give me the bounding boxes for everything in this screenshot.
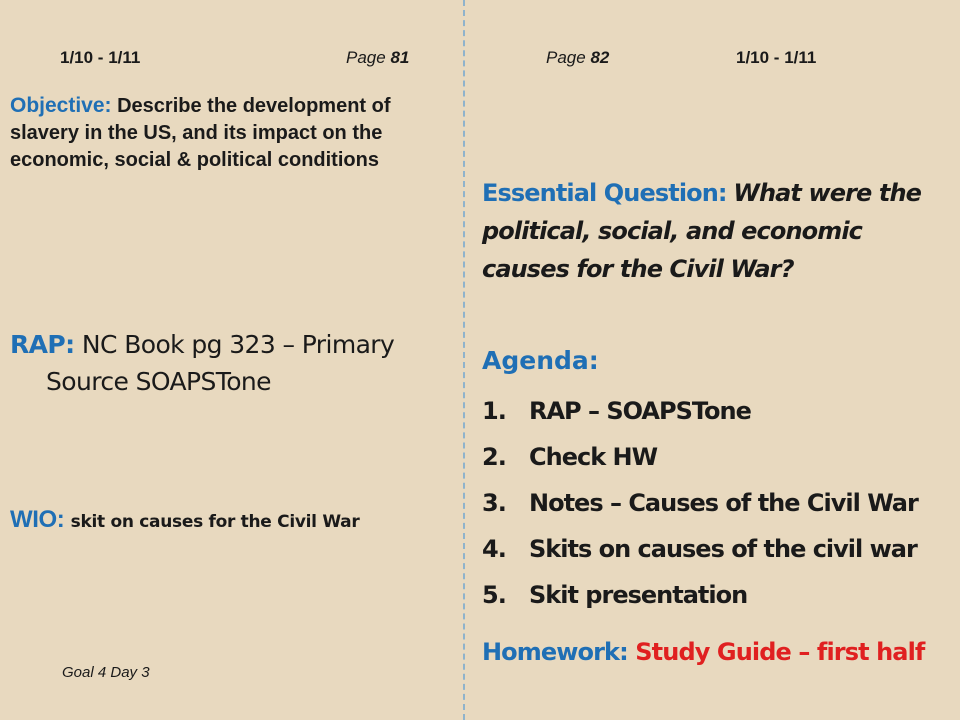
agenda-item: [482, 572, 960, 618]
agenda-item-text: RAP – SOAPSTone: [529, 397, 751, 425]
essential-question-label: Essential Question:: [482, 179, 727, 207]
right-date: 1/10 - 1/11: [736, 48, 817, 67]
goal-footer: Goal 4 Day 3: [62, 664, 150, 681]
rap-text-line2: Source SOAPSTone: [46, 367, 271, 396]
right-notebook-page: [466, 0, 960, 720]
agenda-item: [482, 434, 960, 480]
rap-block: [10, 326, 455, 400]
agenda-item-text: Check HW: [529, 443, 658, 471]
agenda-item-text: Skit presentation: [529, 581, 748, 609]
left-page-word: Page: [346, 48, 386, 67]
wio-block: [10, 506, 455, 534]
agenda-item-number: 1.: [482, 397, 506, 425]
homework-block: [482, 638, 924, 666]
wio-text: skit on causes for the Civil War: [70, 512, 360, 532]
essential-question-text: What were the political, social, and economic causes for the Civil War?: [482, 179, 922, 283]
wio-label: WIO:: [10, 506, 65, 533]
objective-label: Objective:: [10, 94, 112, 117]
right-page-number: [546, 48, 609, 68]
agenda-item-text: Notes – Causes of the Civil War: [529, 489, 918, 517]
agenda-item-number: 2.: [482, 443, 506, 471]
homework-label: Homework:: [482, 638, 628, 666]
rap-label: RAP:: [10, 330, 75, 359]
left-date: 1/10 - 1/11: [60, 48, 141, 67]
agenda-list: [482, 388, 960, 618]
agenda-item-text: Skits on causes of the civil war: [529, 535, 917, 563]
rap-text-line1: NC Book pg 323 – Primary: [81, 330, 395, 359]
left-notebook-page: [0, 0, 464, 720]
right-page-num: 82: [590, 48, 610, 67]
left-page-number: [346, 48, 409, 68]
agenda-label: Agenda:: [482, 346, 599, 375]
agenda-item-number: 3.: [482, 489, 506, 517]
agenda-item-number: 5.: [482, 581, 506, 609]
agenda-item: [482, 480, 960, 526]
objective-block: [10, 92, 455, 174]
left-page-num: 81: [390, 48, 410, 67]
right-page-word: Page: [546, 48, 586, 67]
agenda-item: [482, 388, 960, 434]
essential-question-block: [482, 174, 952, 288]
objective-text: Describe the development of slavery in the US, and its impact on the economic, social & political conditions: [10, 95, 391, 171]
agenda-item: [482, 526, 960, 572]
homework-text: Study Guide – first half: [635, 638, 925, 666]
agenda-item-number: 4.: [482, 535, 506, 563]
